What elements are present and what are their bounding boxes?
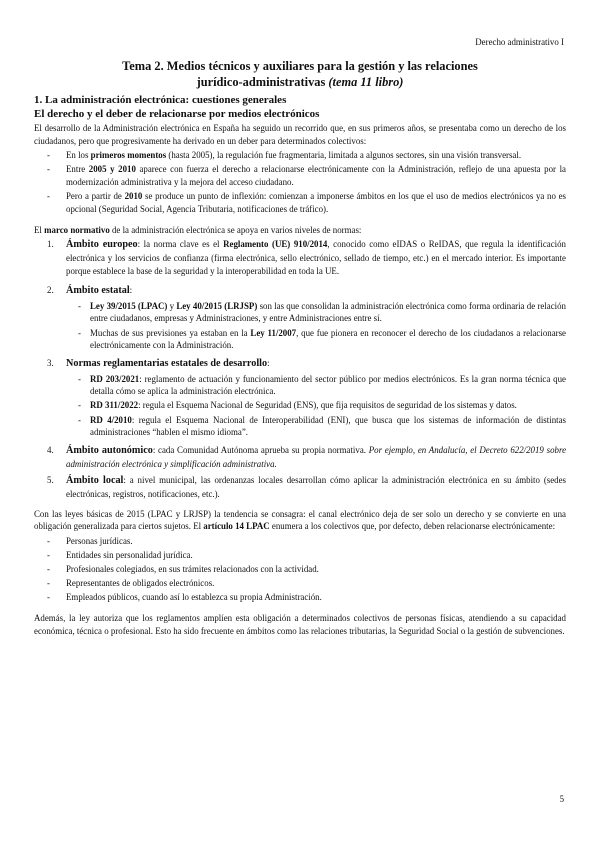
estatal-sublist <box>34 300 566 352</box>
reglamentario-sublist <box>34 373 566 439</box>
level-europeo: 1. Ámbito europeo: la norma clave es el Reglamento (UE) 910/2014, conocido como eIDAS o ReIDAS, que regula la identificación electrónica y los servicios de confianza (firma electrónica, sello electrónico, sellado de tiempo, etc.) en el mercado interior. Es importante porque establece la base de la seguridad y la interoperabilidad en toda la UE. <box>47 239 566 276</box>
evolution-list <box>34 149 566 215</box>
obligados-paragraph: Con las leyes básicas de 2015 (LPAC y LRJSP) la tendencia se consagra: el canal electrónico deja de ser solo un derecho y se convierte en una obligación generalizada para ciertos sujetos. El artículo 14 LPAC enumera a los colectivos que, por defecto, deben relacionarse electrónicamente: <box>34 508 566 532</box>
colectivos-list <box>34 535 566 604</box>
list-item: - Muchas de sus previsiones ya estaban en la Ley 11/2007, que fue pionera en reconocer el derecho de los ciudadanos a relacionarse electrónicamente con la Administración. <box>34 327 566 352</box>
chapter-title <box>34 59 566 90</box>
closing-paragraph: Además, la ley autoriza que los reglamentos amplíen esta obligación a determinados colectivos de personas físicas, atendiendo a su capacidad económica, técnica o profesional. Esto ha sido frecuente en ámbitos como las relaciones tributarias, la Seguridad Social o la gestión de subvenciones. <box>34 613 566 636</box>
marco-paragraph: El marco normativo de la administración electrónica se apoya en varios niveles de normas: <box>34 224 362 235</box>
list-item: - Pero a partir de 2010 se produce un punto de inflexión: comienzan a imponerse ámbitos en los que el uso de medios electrónicos ya no es opcional (Seguridad Social, Agencia Tributaria, notificaciones de tráfico). <box>34 190 566 215</box>
chapter-title-note: (tema 11 libro) <box>328 74 404 89</box>
normative-levels-list <box>34 238 566 500</box>
list-item: - Representantes de obligados electrónicos. <box>34 577 566 590</box>
list-item: - Profesionales colegiados, en sus trámites relacionados con la actividad. <box>34 563 566 576</box>
running-header: Derecho administrativo I <box>475 37 564 47</box>
subsection-heading: El derecho y el deber de relacionarse por medios electrónicos <box>34 107 320 120</box>
level-estatal: 2. Ámbito estatal: - Ley 39/2015 (LPAC) y Ley 40/2015 (LRJSP) son las que consolidan la administración electrónica como forma ordinaria de relación entre ciudadanos, empresas y Administraciones, y entre Administraciones entre sí. - Muchas de sus previsiones ya estaban en la Ley 11/2007, que fue pionera en reconocer el derecho de los ciudadanos a relacionarse electrónicamente con la Administración. <box>34 284 566 351</box>
list-item: - Personas jurídicas. <box>34 535 566 548</box>
section-heading: 1. La administración electrónica: cuestiones generales <box>34 94 287 106</box>
level-reglamentario: 3. Normas reglamentarias estatales de desarrollo: - RD 203/2021: reglamento de actuación y funcionamiento del sector público por medios electrónicos. Es la gran norma técnica que detalla cómo se aplica la administración electrónica. - RD 311/2022: regula el Esquema Nacional de Seguridad (ENS), que fija requisitos de seguridad de los sistemas y datos. - RD 4/2010: regula el Esquema Nacional de Interoperabilidad (ENI), que busca que los sistemas de información de distintas administraciones “hablen el mismo idioma”. <box>34 357 566 439</box>
list-item: - Ley 39/2015 (LPAC) y Ley 40/2015 (LRJSP) son las que consolidan la administración electrónica como forma ordinaria de relación entre ciudadanos, empresas y Administraciones, y entre Administraciones entre sí. <box>34 300 566 325</box>
level-autonomico: 4. Ámbito autonómico: cada Comunidad Autónoma aprueba su propia normativa. Por ejemplo, en Andalucía, el Decreto 622/2019 sobre administración electrónica y simplificación administrativa. <box>47 445 567 469</box>
intro-paragraph: El desarrollo de la Administración electrónica en España ha seguido un recorrido que, en sus primeros años, se presentaba como un derecho de los ciudadanos, pero que progresivamente ha derivado en un deber para determinados colectivos: <box>34 123 566 146</box>
list-item: - Entidades sin personalidad jurídica. <box>34 549 566 562</box>
list-item: - RD 311/2022: regula el Esquema Nacional de Seguridad (ENS), que fija requisitos de seguridad de los sistemas y datos. <box>34 399 566 412</box>
page-number: 5 <box>559 794 564 805</box>
list-item: - RD 4/2010: regula el Esquema Nacional de Interoperabilidad (ENI), que busca que los sistemas de información de distintas administraciones “hablen el mismo idioma”. <box>34 414 566 439</box>
list-item: - Entre 2005 y 2010 aparece con fuerza el derecho a relacionarse electrónicamente con la Administración, reflejo de una apuesta por la modernización administrativa y la mejora del acceso ciudadano. <box>34 163 566 188</box>
list-item: - En los primeros momentos (hasta 2005), la regulación fue fragmentaria, limitada a algunos sectores, sin una visión transversal. <box>34 149 566 162</box>
list-item: - RD 203/2021: reglamento de actuación y funcionamiento del sector público por medios electrónicos. Es la gran norma técnica que detalla cómo se aplica la administración electrónica. <box>34 373 566 398</box>
level-local: 5. Ámbito local: a nivel municipal, las ordenanzas locales desarrollan cómo aplicar la administración electrónica en su ámbito (sedes electrónicas, registros, notificaciones, etc.). <box>47 475 567 500</box>
chapter-title-line2: jurídico-administrativas (tema 11 libro) <box>196 74 404 89</box>
chapter-title-line1: Tema 2. Medios técnicos y auxiliares para la gestión y las relaciones <box>122 59 478 73</box>
list-item: - Empleados públicos, cuando así lo establezca su propia Administración. <box>34 591 566 604</box>
